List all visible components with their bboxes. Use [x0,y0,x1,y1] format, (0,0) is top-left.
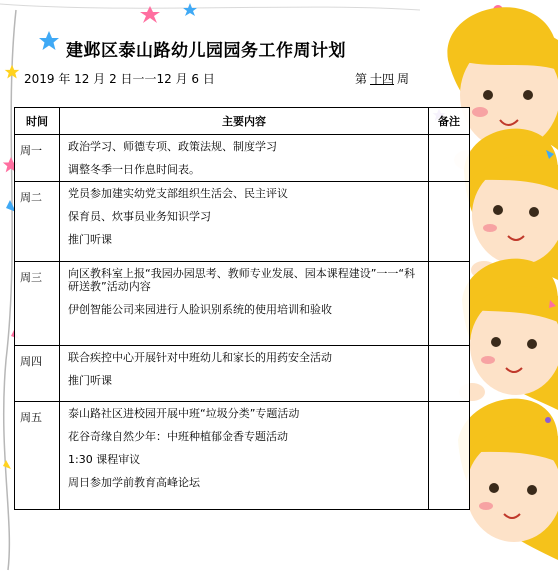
note-cell [429,135,470,182]
note-cell [429,402,470,510]
week-number-label [355,70,409,87]
plan-item: 1:30 课程审议 [68,453,141,466]
column-header-day: 时间 [15,108,60,135]
day-cell: 周二 [20,191,42,204]
plan-item: 党员参加建实幼党支部组织生活会、民主评议 [68,187,288,200]
week-suffix: 周 [397,72,410,86]
plan-item: 向区教科室上报“我园办园思考、教师专业发展、园本课程建设”一一“科研送教”活动内容 [68,267,416,293]
plan-item: 周日参加学前教育高峰论坛 [68,476,200,489]
table-row [15,346,470,402]
day-cell: 周四 [20,355,42,368]
day-cell: 周一 [20,144,42,157]
week-prefix: 第 [355,72,368,86]
day-cell: 周五 [20,411,42,424]
column-header-content: 主要内容 [60,108,429,135]
plan-item: 保育员、炊事员业务知识学习 [68,210,211,223]
blue-star-icon [38,30,60,52]
note-cell [429,346,470,402]
table-header-row [15,108,470,135]
plan-item: 联合疾控中心开展针对中班幼儿和家长的用药安全活动 [68,351,332,364]
table-row [15,402,470,510]
note-cell [429,182,470,262]
column-header-note: 备注 [429,108,470,135]
table-row [15,182,470,262]
plan-item: 政治学习、师德专项、政策法规、制度学习 [68,140,277,153]
plan-item: 花谷奇缘自然少年：中班种植郁金香专题活动 [68,430,288,443]
note-cell [429,262,470,346]
day-cell: 周三 [20,271,42,284]
plan-item: 伊创智能公司来园进行人脸识别系统的使用培训和验收 [68,303,332,316]
week-number: 十四 [370,72,395,86]
plan-item: 泰山路社区进校园开展中班“垃圾分类”专题活动 [68,407,300,420]
yellow-star-icon [4,64,20,80]
table-row [15,262,470,346]
table-row [15,135,470,182]
date-range: 2019 年 12 月 2 日一一12 月 6 日 [24,72,215,86]
plan-item: 推门听课 [68,233,112,246]
document-title: 建邺区泰山路幼儿园园务工作周计划 [66,41,346,61]
weekly-plan-table [14,107,470,510]
plan-item: 调整冬季一日作息时间表。 [68,163,200,176]
plan-item: 推门听课 [68,374,112,387]
